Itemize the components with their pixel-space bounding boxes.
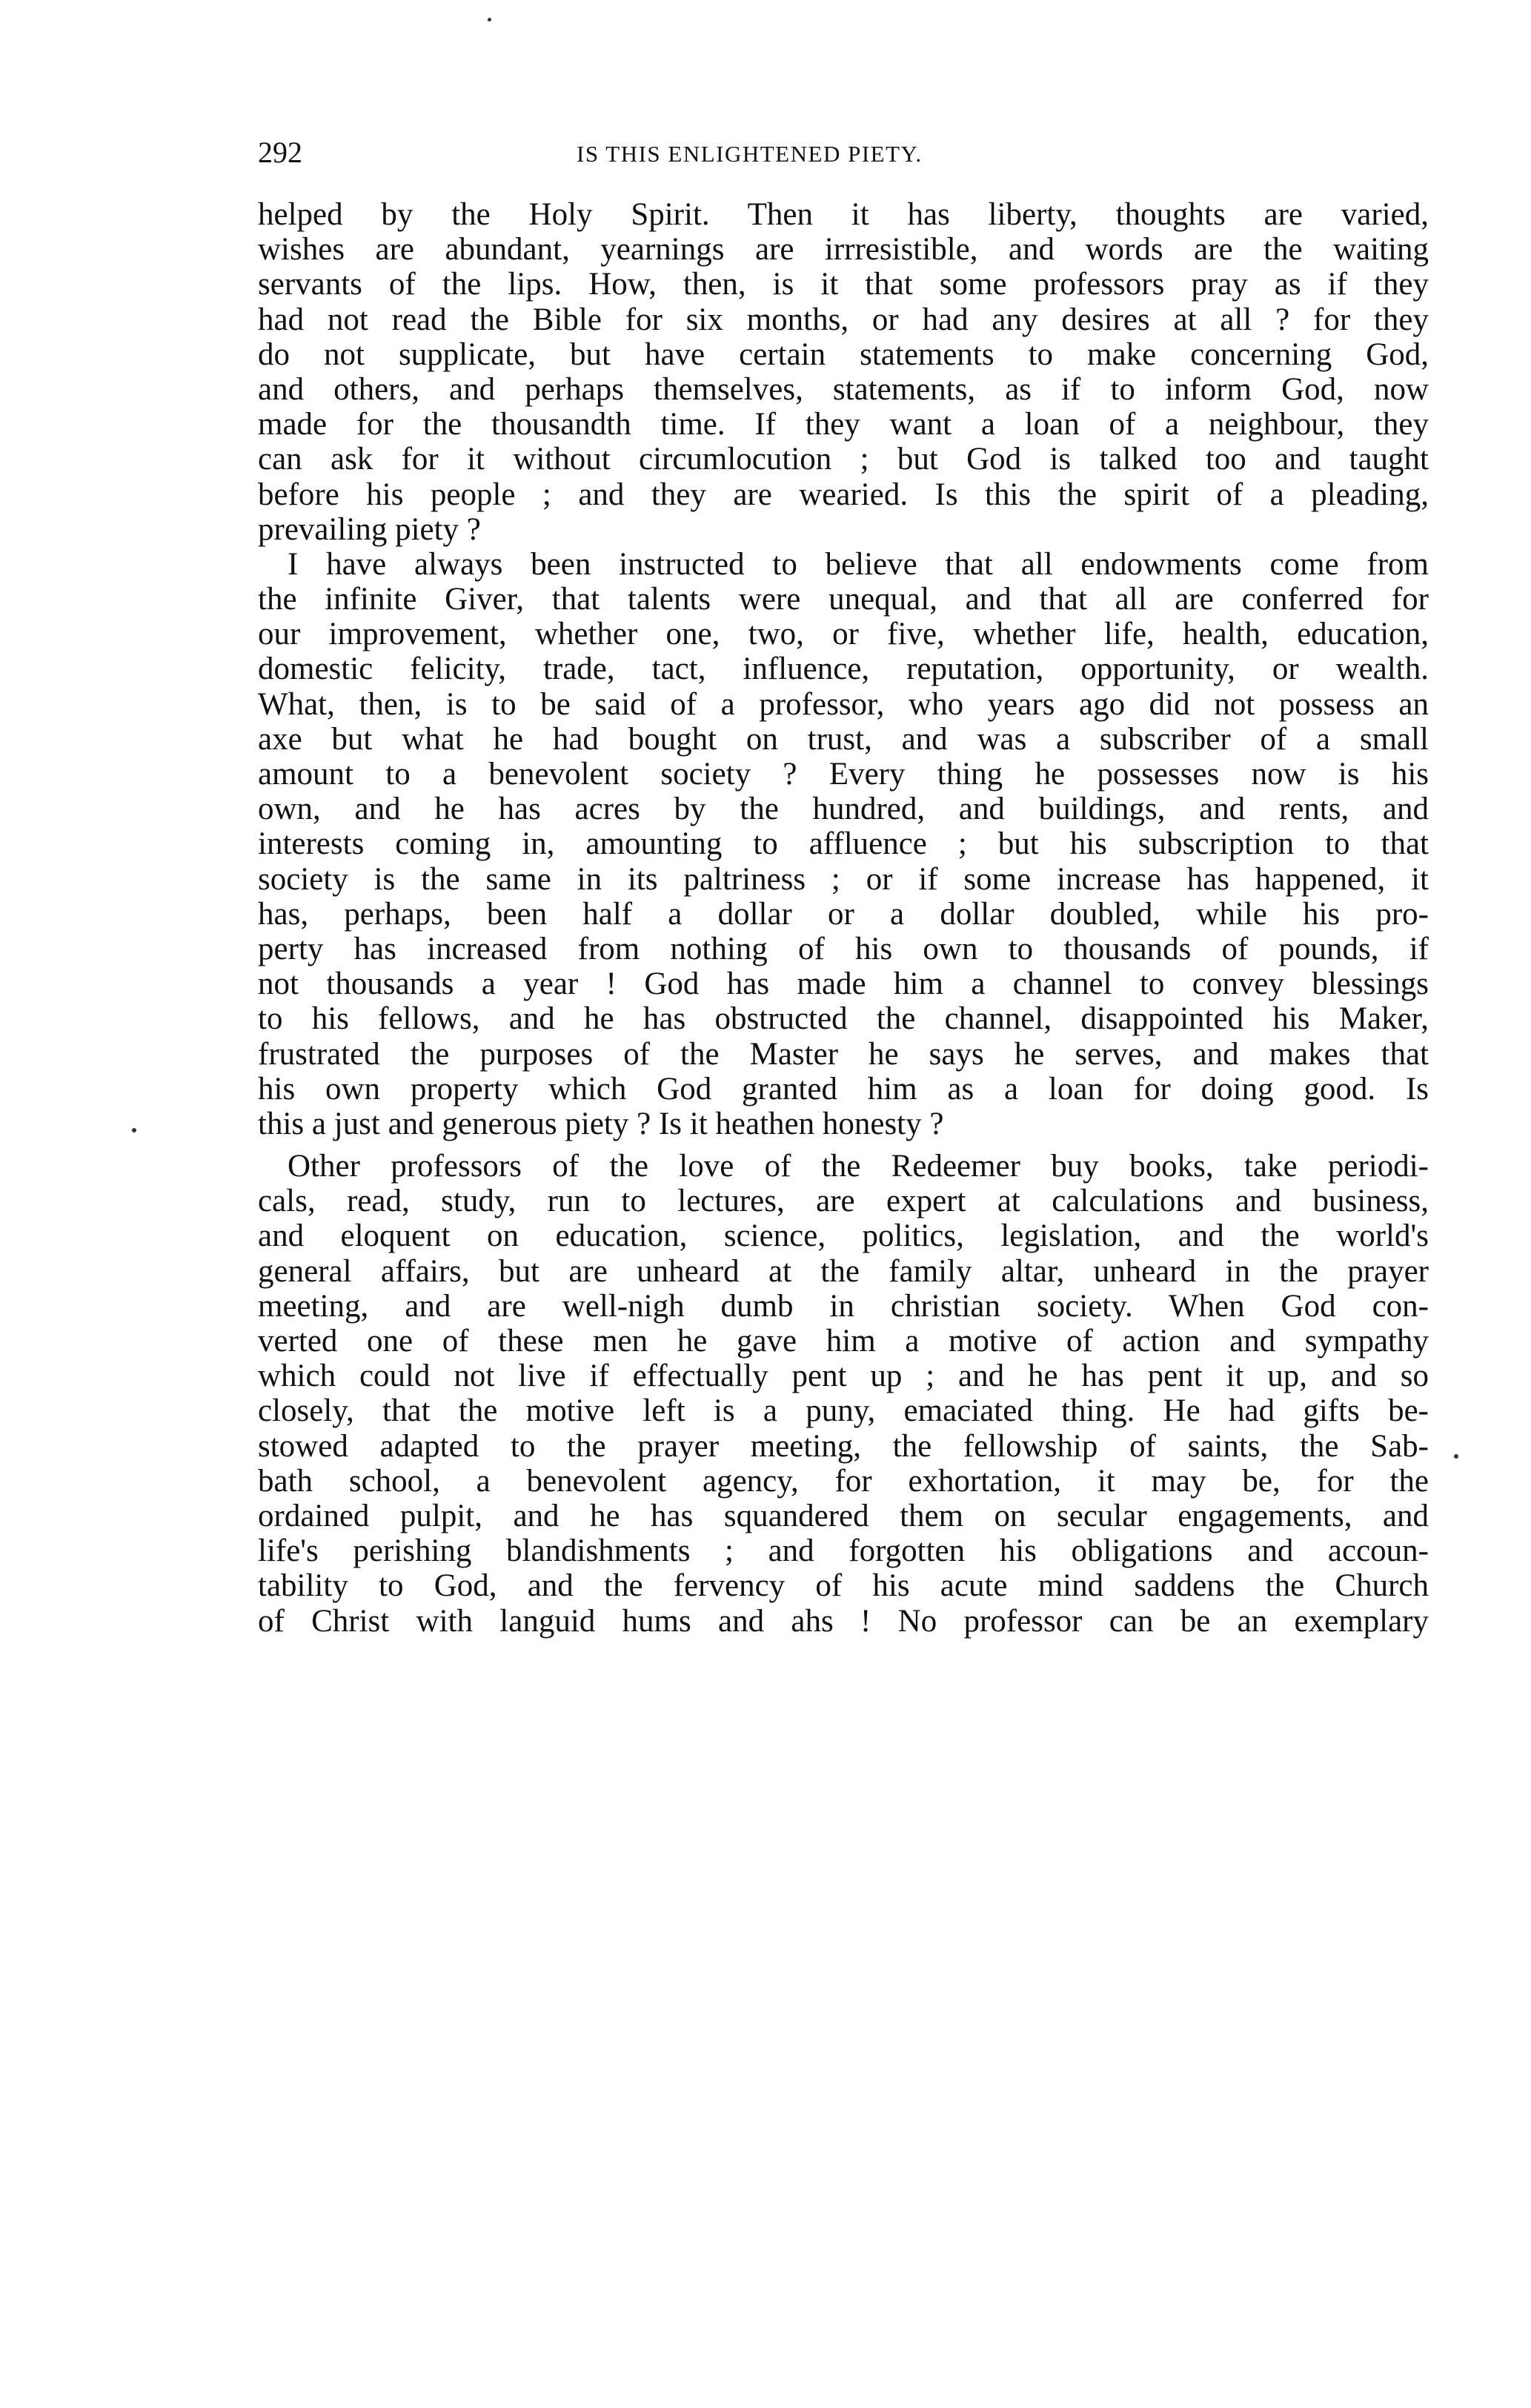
text-line: verted one of these men he gave him a motive of action and sympathy [258,1324,1429,1359]
print-speck [1454,1454,1458,1459]
paragraph-1 [258,197,1429,547]
text-line: tability to God, and the fervency of his acute mind saddens the Church [258,1568,1429,1604]
text-line: to his fellows, and he has obstructed the channel, disappointed his Maker, [258,1001,1429,1037]
page-header [258,130,1429,175]
text-line: What, then, is to be said of a professor, who years ago did not possess an [258,686,1429,722]
text-line: domestic felicity, trade, tact, influence, reputation, opportunity, or wealth. [258,651,1429,687]
text-line: our improvement, whether one, two, or five, whether life, health, education, [258,617,1429,652]
text-line: of Christ with languid hums and ahs ! No professor can be an exemplary [258,1603,1429,1639]
text-line: made for the thousandth time. If they want a loan of a neighbour, they [258,407,1429,442]
text-line: bath school, a benevolent agency, for exhortation, it may be, for the [258,1463,1429,1499]
text-line: the infinite Giver, that talents were unequal, and that all are conferred for [258,582,1429,617]
text-line: which could not live if effectually pent up ; and he has pent it up, and so [258,1359,1429,1394]
text-line: has, perhaps, been half a dollar or a dollar doubled, while his pro- [258,896,1429,932]
text-line: amount to a benevolent society ? Every thing he possesses now is his [258,757,1429,792]
text-line: perty has increased from nothing of his own to thousands of pounds, if [258,931,1429,966]
text-line: and eloquent on education, science, politics, legislation, and the world's [258,1218,1429,1254]
text-line: his own property which God granted him as a loan for doing good. Is [258,1071,1429,1107]
text-line: own, and he has acres by the hundred, and buildings, and rents, and [258,792,1429,827]
text-line: interests coming in, amounting to affluence ; but his subscription to that [258,826,1429,862]
text-line: axe but what he had bought on trust, and was a subscriber of a small [258,721,1429,757]
print-speck [132,1128,136,1132]
text-line: ordained pulpit, and he has squandered them on secular engagements, and [258,1498,1429,1533]
text-line: prevailing piety ? [258,511,481,547]
text-line: closely, that the motive left is a puny, emaciated thing. He had gifts be- [258,1393,1429,1429]
text-line: frustrated the purposes of the Master he says he serves, and makes that [258,1036,1429,1072]
paragraph-2 [258,547,1429,1141]
text-line: helped by the Holy Spirit. Then it has liberty, thoughts are varied, [258,197,1429,232]
text-line: cals, read, study, run to lectures, are expert at calculations and business, [258,1184,1429,1219]
text-line: this a just and generous piety ? Is it heathen honesty ? [258,1106,944,1141]
text-line: stowed adapted to the prayer meeting, the fellowship of saints, the Sab- [258,1428,1429,1464]
text-line: before his people ; and they are wearied. Is this the spirit of a pleading, [258,477,1429,512]
running-title: IS THIS ENLIGHTENED PIETY. [577,141,923,167]
text-line: not thousands a year ! God has made him a channel to convey blessings [258,966,1429,1002]
text-line: society is the same in its paltriness ; or if some increase has happened, it [258,861,1429,897]
text-line: Other professors of the love of the Redeemer buy books, take periodi- [288,1149,1429,1184]
body-text [258,197,1429,1639]
paragraph-spacing [258,1141,1429,1149]
text-line: general affairs, but are unheard at the family altar, unheard in the prayer [258,1253,1429,1289]
text-line: life's perishing blandishments ; and forgotten his obligations and accoun- [258,1533,1429,1569]
paragraph-3 [258,1149,1429,1639]
page-number: 292 [258,136,302,169]
text-line: can ask for it without circumlocution ; but God is talked too and taught [258,442,1429,477]
text-line: had not read the Bible for six months, or had any desires at all ? for they [258,302,1429,337]
text-line: servants of the lips. How, then, is it that some professors pray as if they [258,267,1429,302]
text-line: and others, and perhaps themselves, statements, as if to inform God, now [258,371,1429,407]
text-line: do not supplicate, but have certain statements to make concerning God, [258,336,1429,372]
text-line: meeting, and are well-nigh dumb in christian society. When God con- [258,1288,1429,1324]
print-speck [488,18,491,21]
text-line: I have always been instructed to believe that all endowments come from [288,546,1429,582]
text-line: wishes are abundant, yearnings are irrresistible, and words are the waiting [258,232,1429,268]
